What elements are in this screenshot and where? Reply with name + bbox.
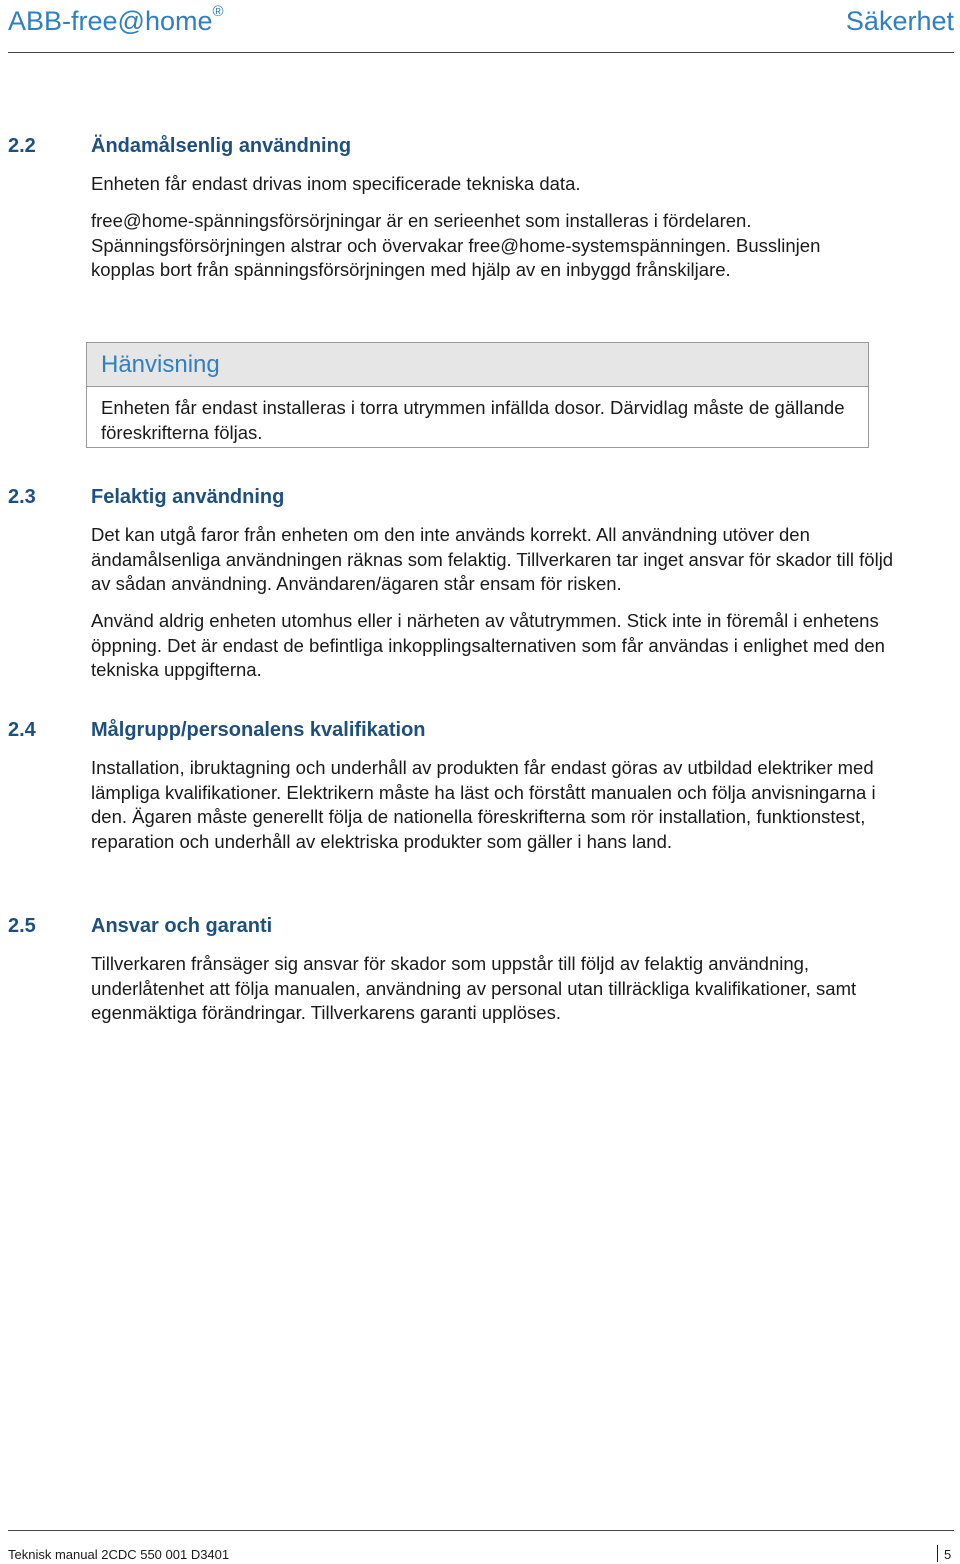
- paragraph: Installation, ibruktagning och underhåll av produkten får endast göras av utbildad elektriker med lämpliga kvalifikationer. Elektrikern måste ha läst och förstått manualen och följa anvisningarna i den. Ägaren måste generellt följa de nationella föreskrifterna som rör installation, funktionstest, reparation och underhåll av elektriska produkter som gäller i hans land.: [91, 757, 876, 852]
- paragraph: Använd aldrig enheten utomhus eller i närheten av våtutrymmen. Stick inte in föremål i enhetens öppning. Det är endast de befintliga inkopplingsalternativen som får användas i enlighet med den tekniska uppgifterna.: [91, 610, 885, 680]
- section-number: 2.4: [8, 719, 36, 741]
- header-brand: [8, 3, 224, 37]
- paragraph: Tillverkaren frånsäger sig ansvar för skador som uppstår till följd av felaktig användning, underlåtenhet att följa manualen, användning av personal utan tillräckliga kvalifikationer, samt egenmäktiga förändringar. Tillverkarens garanti upplöses.: [91, 953, 857, 1023]
- section-title: Felaktig användning: [91, 486, 285, 508]
- note-box: [86, 342, 869, 448]
- section-2-3-body: [91, 523, 911, 597]
- page-number-separator: [937, 1545, 938, 1562]
- section-number: 2.2: [8, 135, 36, 157]
- section-title: Målgrupp/personalens kvalifikation: [91, 719, 426, 741]
- section-2-5-body: [91, 952, 896, 1026]
- section-2-4-body: [91, 756, 891, 854]
- registered-mark: ®: [212, 3, 224, 20]
- note-body: Enheten får endast installeras i torra utrymmen infällda dosor. Därvidlag måste de gällande föreskrifterna följas.: [101, 397, 845, 443]
- section-title: Ansvar och garanti: [91, 915, 273, 937]
- section-2-2-body: [91, 172, 911, 197]
- note-title: Hänvisning: [101, 351, 220, 378]
- section-2-2-body-2: [91, 209, 881, 283]
- section-number: 2.5: [8, 915, 36, 937]
- section-number: 2.3: [8, 486, 36, 508]
- header-section-title: Säkerhet: [845, 6, 954, 36]
- paragraph: Det kan utgå faror från enheten om den inte används korrekt. All användning utöver den ändamålsenliga användningen räknas som felaktig. Tillverkaren tar inget ansvar för skador till följd av sådan användning. Användaren/ägaren står ensam för risken.: [91, 524, 894, 594]
- section-title: Ändamålsenlig användning: [91, 135, 352, 157]
- paragraph: free@home-spänningsförsörjningar är en serieenhet som installeras i fördelaren. Spänningsförsörjningen alstrar och övervakar free@home-systemspänningen. Busslinjen kopplas bort från spänningsförsörjningen med hjälp av en inbyggd frånskiljare.: [91, 210, 821, 280]
- header-divider: [8, 52, 954, 53]
- section-2-3-body-2: [91, 609, 891, 683]
- paragraph: Enheten får endast drivas inom specificerade tekniska data.: [91, 173, 581, 194]
- page-number: 5: [944, 1547, 952, 1562]
- brand-text: ABB-free@home: [8, 6, 213, 36]
- footer-document-id: Teknisk manual 2CDC 550 001 D3401: [8, 1547, 230, 1562]
- footer-divider: [8, 1530, 954, 1531]
